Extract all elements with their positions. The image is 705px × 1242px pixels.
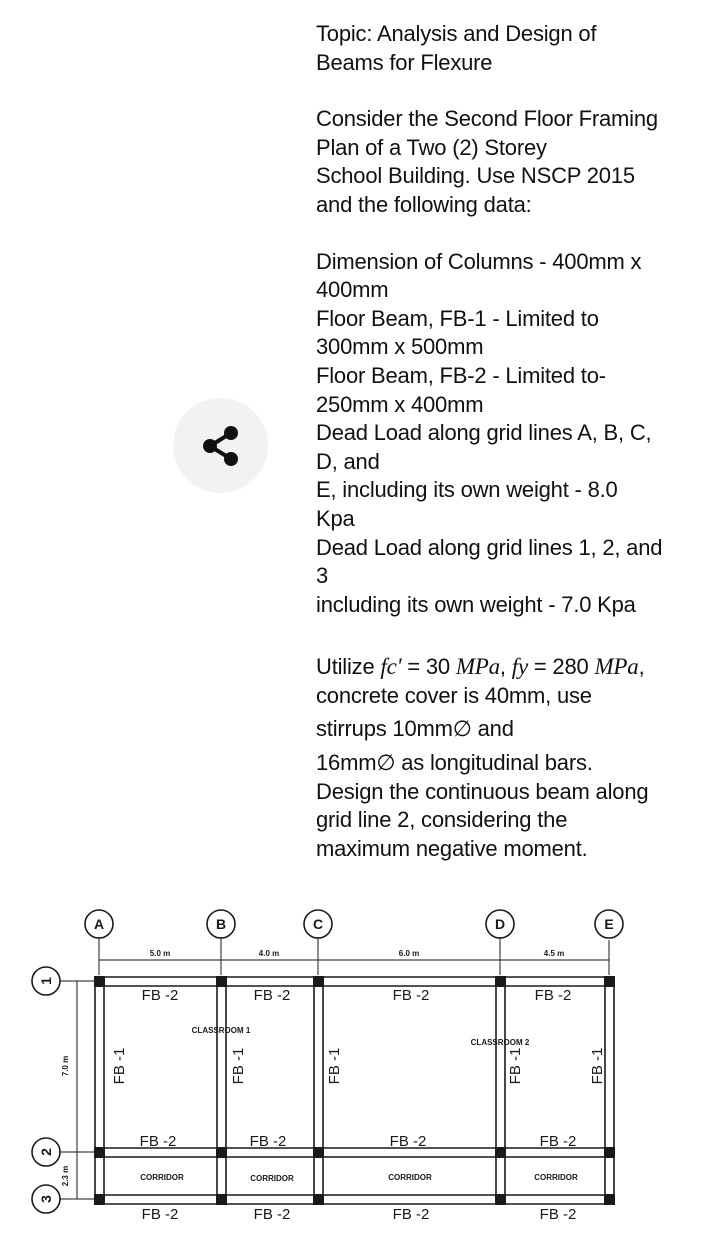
beam-label-vertical: FB -1 bbox=[230, 1047, 247, 1085]
row-dimension: 2.3 m bbox=[61, 1165, 70, 1187]
beam-label-mid: FB -2 bbox=[539, 1133, 577, 1150]
beam-label-mid: FB -2 bbox=[249, 1133, 287, 1150]
data-line: 250mm x 400mm bbox=[316, 391, 484, 417]
beam-label-vertical: FB -1 bbox=[326, 1047, 343, 1085]
beam-label-bottom: FB -2 bbox=[253, 1206, 291, 1223]
grid-label-row: 3 bbox=[38, 1195, 54, 1203]
room-label: CLASSROOM 1 bbox=[191, 1026, 251, 1035]
fy-unit: MPa bbox=[594, 654, 639, 680]
share-icon bbox=[198, 423, 244, 469]
data-line: including its own weight - 7.0 Kpa bbox=[316, 591, 636, 617]
columns bbox=[94, 976, 615, 1205]
beam-label-mid: FB -2 bbox=[139, 1133, 177, 1150]
utilize-prefix: Utilize bbox=[316, 654, 381, 680]
data-line: 300mm x 500mm bbox=[316, 334, 484, 360]
end-comma: , bbox=[638, 654, 645, 680]
remaining-line: Design the continuous beam along bbox=[316, 778, 649, 804]
beam-label-top: FB -2 bbox=[141, 987, 179, 1004]
beam-label-top: FB -2 bbox=[253, 987, 291, 1004]
row-dimension: 7.0 m bbox=[61, 1055, 70, 1077]
beam-label-vertical: FB -1 bbox=[111, 1047, 128, 1085]
data-line: Floor Beam, FB-2 - Limited to- bbox=[316, 362, 606, 388]
fc-value: = 30 bbox=[401, 654, 456, 680]
intro-line: School Building. Use NSCP 2015 bbox=[316, 163, 635, 189]
fy-symbol: fy bbox=[511, 654, 528, 680]
remaining-line: 16mm∅ as longitudinal bars. bbox=[316, 750, 593, 776]
intro-line: Plan of a Two (2) Storey bbox=[316, 134, 547, 160]
beam-label-vertical: FB -1 bbox=[589, 1047, 606, 1085]
intro-line: and the following data: bbox=[316, 191, 532, 217]
span-dimension: 4.0 m bbox=[258, 949, 280, 958]
grid-label-col: B bbox=[215, 916, 227, 932]
framing-plan bbox=[0, 900, 705, 1230]
topic-line-1: Topic: Analysis and Design of bbox=[316, 21, 597, 46]
fc-symbol: fc' bbox=[380, 654, 402, 680]
data-line: Dead Load along grid lines A, B, C, bbox=[316, 420, 652, 446]
beam-label-top: FB -2 bbox=[534, 987, 572, 1004]
corridor-label: CORRIDOR bbox=[534, 1173, 578, 1182]
grid-label-col: D bbox=[494, 916, 506, 932]
grid-label-col: E bbox=[604, 916, 614, 932]
corridor-label: CORRIDOR bbox=[250, 1174, 294, 1183]
grid-label-col: C bbox=[312, 916, 324, 932]
room-label: CLASSROOM 2 bbox=[470, 1038, 530, 1047]
data-line: Kpa bbox=[316, 505, 355, 531]
beam-lines bbox=[95, 977, 614, 1204]
utilize-line bbox=[316, 653, 701, 682]
corridor-label: CORRIDOR bbox=[140, 1173, 184, 1182]
beam-label-mid: FB -2 bbox=[389, 1133, 427, 1150]
remaining-line: maximum negative moment. bbox=[316, 835, 588, 861]
grid-label-row: 2 bbox=[38, 1148, 54, 1156]
data-line: 3 bbox=[316, 563, 329, 589]
remaining-line: grid line 2, considering the bbox=[316, 807, 568, 833]
data-line: D, and bbox=[316, 448, 380, 474]
problem-text bbox=[316, 20, 701, 863]
grid-label-col: A bbox=[93, 916, 105, 932]
beam-label-top: FB -2 bbox=[392, 987, 430, 1004]
beam-label-bottom: FB -2 bbox=[539, 1206, 577, 1223]
separator: , bbox=[499, 654, 512, 680]
beam-label-bottom: FB -2 bbox=[392, 1206, 430, 1223]
beam-label-vertical: FB -1 bbox=[507, 1047, 524, 1085]
remaining-line: stirrups 10mm∅ and bbox=[316, 716, 514, 742]
intro-line: Consider the Second Floor Framing bbox=[316, 106, 658, 132]
grid-label-row: 1 bbox=[38, 977, 54, 985]
beam-label-bottom: FB -2 bbox=[141, 1206, 179, 1223]
data-line: Dimension of Columns - 400mm x bbox=[316, 248, 642, 274]
data-line: Floor Beam, FB-1 - Limited to bbox=[316, 305, 599, 331]
topic-line-2: Beams for Flexure bbox=[316, 49, 493, 75]
data-line: 400mm bbox=[316, 277, 389, 303]
span-dimension: 5.0 m bbox=[149, 949, 171, 958]
fc-unit: MPa bbox=[455, 654, 500, 680]
share-button[interactable] bbox=[173, 398, 268, 493]
data-line: Dead Load along grid lines 1, 2, and bbox=[316, 534, 663, 560]
span-dimension: 6.0 m bbox=[398, 949, 420, 958]
span-dimension: 4.5 m bbox=[543, 949, 565, 958]
corridor-label: CORRIDOR bbox=[388, 1173, 432, 1182]
fy-value: = 280 bbox=[527, 654, 595, 680]
remaining-line: concrete cover is 40mm, use bbox=[316, 682, 592, 708]
data-line: E, including its own weight - 8.0 bbox=[316, 477, 618, 503]
